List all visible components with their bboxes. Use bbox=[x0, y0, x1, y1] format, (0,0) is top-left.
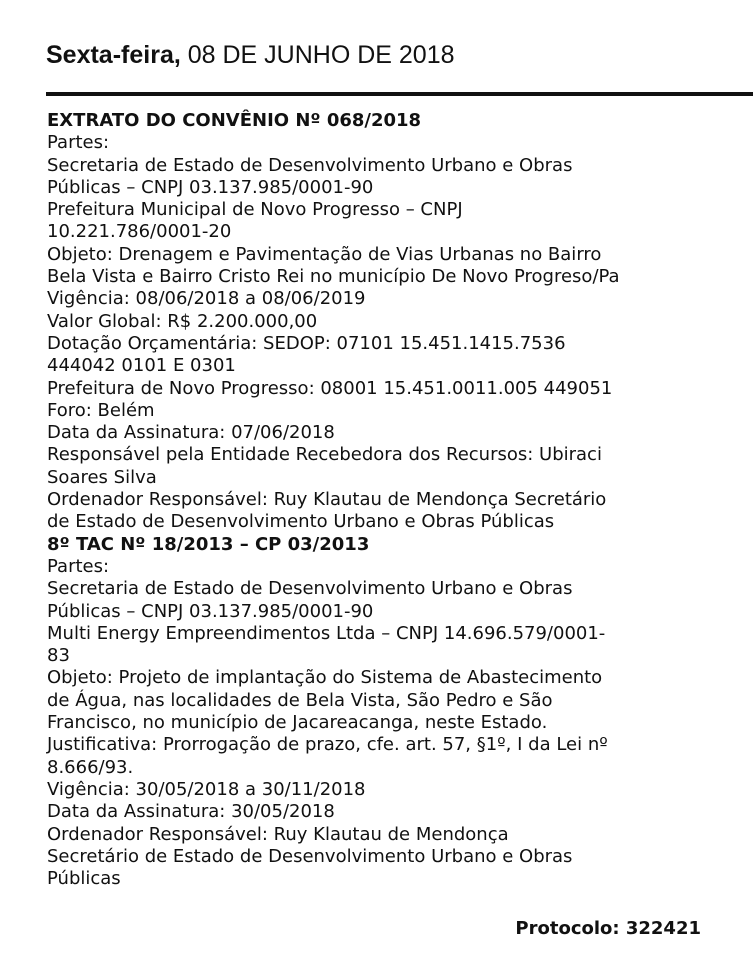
convenio-line: 444042 0101 E 0301 bbox=[47, 355, 236, 377]
tac-line: Secretaria de Estado de Desenvolvimento Urbano e Obras bbox=[47, 578, 573, 600]
convenio-line: Ordenador Responsável: Ruy Klautau de Mendonça Secretário bbox=[47, 489, 607, 511]
tac-line: Secretário de Estado de Desenvolvimento Urbano e Obras bbox=[47, 845, 573, 867]
page-header bbox=[46, 38, 455, 72]
header-divider bbox=[46, 92, 753, 96]
tac-line: Multi Energy Empreendimentos Ltda – CNPJ 14.696.579/0001- bbox=[47, 622, 606, 644]
convenio-line: Objeto: Drenagem e Pavimentação de Vias Urbanas no Bairro bbox=[47, 243, 602, 265]
convenio-line: Responsável pela Entidade Recebedora dos Recursos: Ubiraci bbox=[47, 444, 602, 466]
tac-line: Data da Assinatura: 30/05/2018 bbox=[47, 801, 335, 823]
convenio-line: Soares Silva bbox=[47, 466, 157, 488]
convenio-line: Valor Global: R$ 2.200.000,00 bbox=[47, 310, 318, 332]
convenio-line: Partes: bbox=[47, 132, 110, 154]
convenio-line: Dotação Orçamentária: SEDOP: 07101 15.451.1415.7536 bbox=[47, 332, 566, 354]
convenio-line: 10.221.786/0001-20 bbox=[47, 221, 232, 243]
tac-line: 8.666/93. bbox=[47, 756, 134, 778]
tac-title: 8º TAC Nº 18/2013 – CP 03/2013 bbox=[47, 533, 370, 555]
header-date: 08 DE JUNHO DE 2018 bbox=[187, 41, 455, 69]
tac-section bbox=[47, 534, 747, 891]
tac-line: Públicas bbox=[47, 868, 121, 890]
tac-line: Partes: bbox=[47, 555, 110, 577]
tac-line: Públicas – CNPJ 03.137.985/0001-90 bbox=[47, 600, 374, 622]
convenio-line: Prefeitura de Novo Progresso: 08001 15.451.0011.005 449051 bbox=[47, 377, 613, 399]
tac-line: de Água, nas localidades de Bela Vista, São Pedro e São bbox=[47, 689, 553, 711]
tac-line: 83 bbox=[47, 645, 70, 667]
tac-line: Objeto: Projeto de implantação do Sistema de Abastecimento bbox=[47, 667, 603, 689]
convenio-line: Secretaria de Estado de Desenvolvimento Urbano e Obras bbox=[47, 154, 573, 176]
convenio-line: Públicas – CNPJ 03.137.985/0001-90 bbox=[47, 176, 374, 198]
protocol-number: Protocolo: 322421 bbox=[515, 918, 701, 939]
tac-line: Vigência: 30/05/2018 a 30/11/2018 bbox=[47, 778, 366, 800]
convenio-line: de Estado de Desenvolvimento Urbano e Obras Públicas bbox=[47, 511, 555, 533]
document-body bbox=[47, 110, 747, 890]
convenio-title: EXTRATO DO CONVÊNIO Nº 068/2018 bbox=[47, 110, 422, 131]
tac-line: Ordenador Responsável: Ruy Klautau de Mendonça bbox=[47, 823, 509, 845]
header-day: Sexta-feira, bbox=[46, 41, 181, 69]
convenio-line: Prefeitura Municipal de Novo Progresso – CNPJ bbox=[47, 199, 463, 221]
convenio-line: Data da Assinatura: 07/06/2018 bbox=[47, 422, 335, 444]
convenio-line: Bela Vista e Bairro Cristo Rei no município De Novo Progreso/Pa bbox=[47, 266, 620, 288]
tac-line: Justificativa: Prorrogação de prazo, cfe. art. 57, §1º, I da Lei nº bbox=[47, 734, 608, 756]
tac-line: Francisco, no município de Jacareacanga, neste Estado. bbox=[47, 712, 548, 734]
convenio-line: Vigência: 08/06/2018 a 08/06/2019 bbox=[47, 288, 366, 310]
convenio-line: Foro: Belém bbox=[47, 399, 155, 421]
convenio-section bbox=[47, 110, 747, 534]
